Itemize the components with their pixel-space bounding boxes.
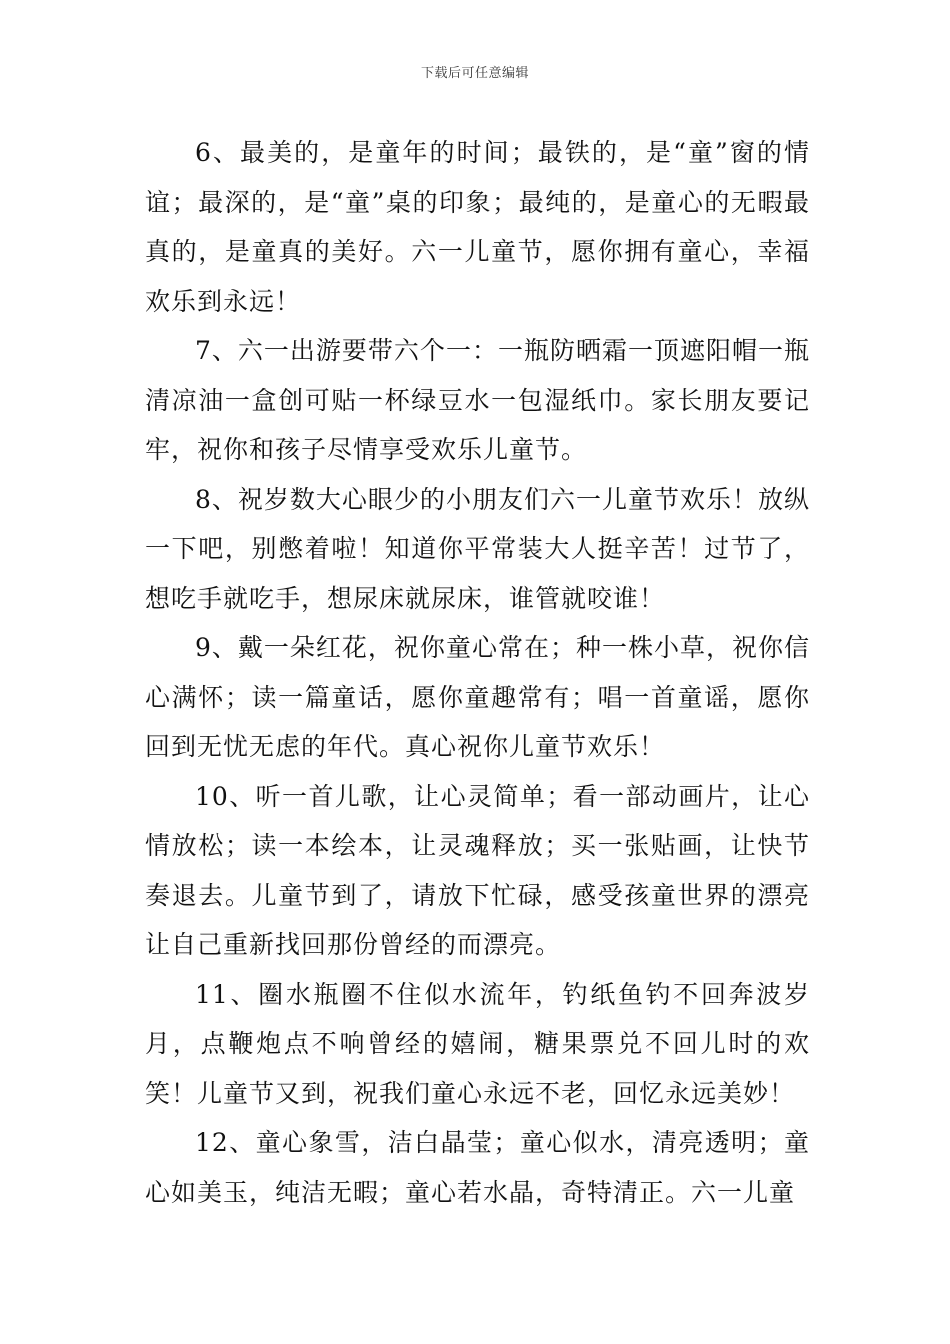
paragraph-11: 11、圈水瓶圈不住似水流年，钓纸鱼钓不回奔波岁月，点鞭炮点不响曾经的嬉闹，糖果票兑不回儿时的欢笑！儿童节又到，祝我们童心永远不老，回忆永远美妙！ — [145, 979, 810, 1108]
paragraph-7: 7、六一出游要带六个一：一瓶防晒霜一顶遮阳帽一瓶清凉油一盒创可贴一杯绿豆水一包湿纸巾。家长朋友要记牢，祝你和孩子尽情享受欢乐儿童节。 — [145, 336, 810, 464]
paragraph-9: 9、戴一朵红花，祝你童心常在；种一株小草，祝你信心满怀；读一篇童话，愿你童趣常有；唱一首童谣，愿你回到无忧无虑的年代。真心祝你儿童节欢乐！ — [145, 633, 810, 761]
paragraph-10: 10、听一首儿歌，让心灵简单；看一部动画片，让心情放松；读一本绘本，让灵魂释放；买一张贴画，让快节奏退去。儿童节到了，请放下忙碌，感受孩童世界的漂亮让自己重新找回那份曾经的而漂亮。 — [145, 781, 810, 959]
page-header: 下载后可任意编辑 — [420, 66, 529, 81]
paragraph-12: 12、童心象雪，洁白晶莹；童心似水，清亮透明；童心如美玉，纯洁无暇；童心若水晶，奇特清正。六一儿童 — [145, 1128, 810, 1207]
paragraph-6: 6、最美的，是童年的时间；最铁的，是“童”窗的情谊；最深的，是“童”桌的印象；最纯的，是童心的无暇最真的，是童真的美好。六一儿童节，愿你拥有童心，幸福欢乐到永远！ — [145, 138, 810, 316]
document-body — [145, 128, 810, 1217]
paragraph-8: 8、祝岁数大心眼少的小朋友们六一儿童节欢乐！放纵一下吧，别憋着啦！知道你平常装大人挺辛苦！过节了，想吃手就吃手，想尿床就尿床，谁管就咬谁！ — [145, 484, 810, 613]
